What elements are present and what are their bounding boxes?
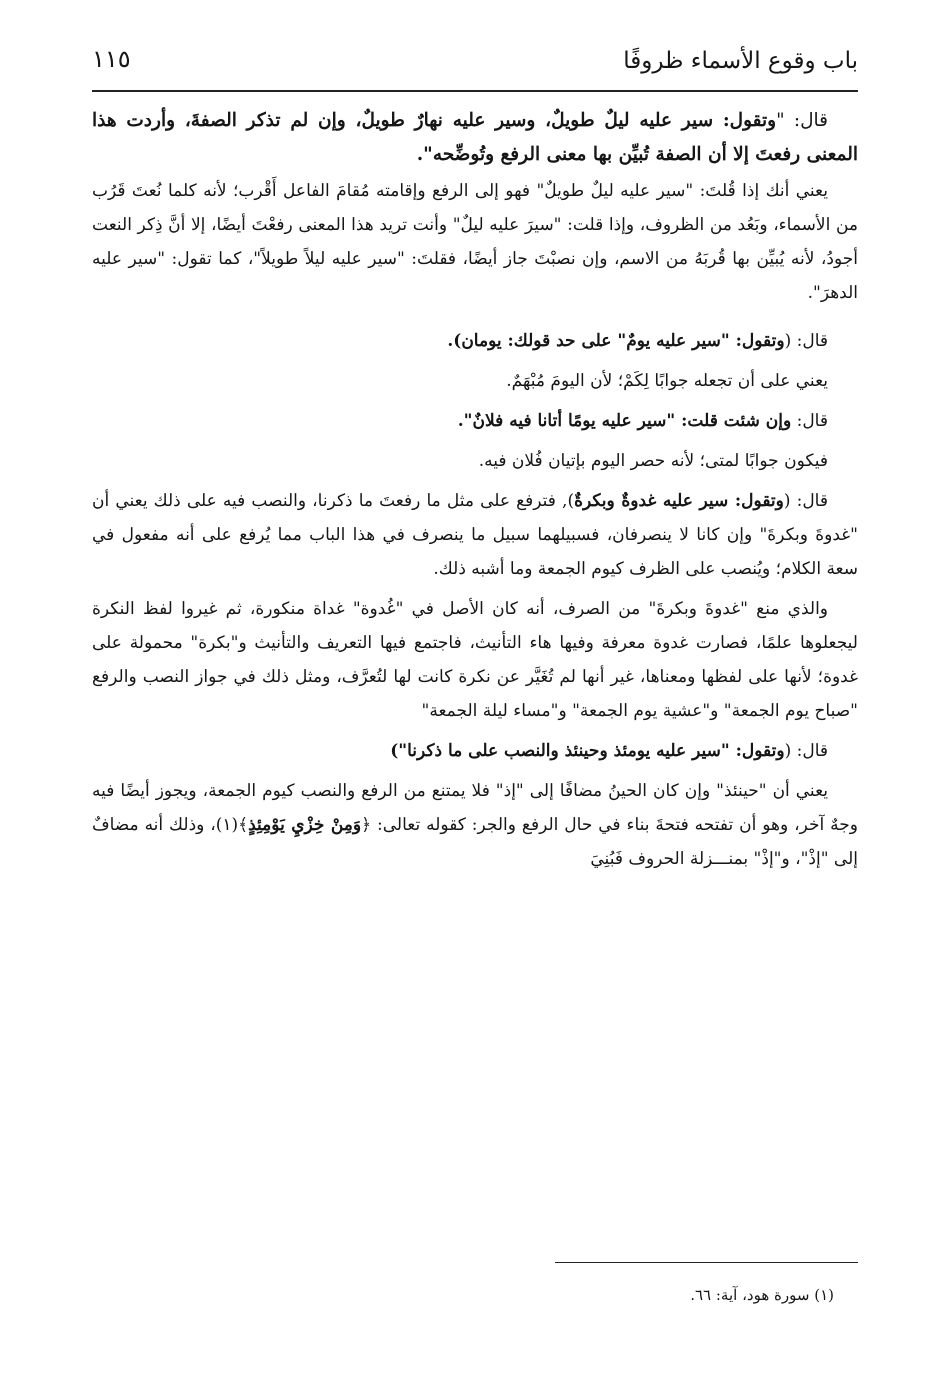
paragraph-3 [92, 324, 858, 358]
chapter-title: باب وقوع الأسماء ظروفًا [623, 48, 858, 74]
paragraph-4: يعني على أن تجعله جوابًا لِكَمْ؛ لأن اليومَ مُبْهَمٌ. [506, 371, 828, 391]
paragraph-9-quote: وتقول: "سير عليه يومئذ وحينئذ والنصب على ما ذكرنا") [390, 741, 785, 761]
paragraph-5 [92, 404, 858, 438]
paragraph-3-quote: وتقول: "سير عليه يومٌ" على حد قولك: يومان). [447, 331, 785, 351]
paragraph-10 [92, 774, 858, 876]
paragraph-1-lead: قال: " [776, 110, 829, 131]
paragraph-7-lead: قال: ( [783, 491, 828, 511]
paragraph-9 [92, 734, 858, 768]
footnote: (١) سورة هود، آية: ٦٦. [690, 1286, 834, 1304]
paragraph-1 [92, 104, 858, 172]
main-text [92, 104, 858, 876]
paragraph-9-lead: قال: ( [784, 741, 828, 761]
paragraph-7-body: ), فترفع على مثل ما رفعتَ ما ذكرنا، والنصب فيه على ذلك يعني أن "غدوةَ وبكرةَ" وإن كانا لا ينصرفان، فسبيلهما سبيل ما ينصرف في هذا الباب مما يُرفع على أنه مفعول في سعة الكلام؛ ويُنصب على الظرف كيوم الجمعة وما أشبه ذلك. [92, 491, 858, 579]
quran-quote: وَمِنْ خِزْيِ يَوْمِئِذٍ [248, 815, 362, 835]
paragraph-8: والذي منع "غدوةَ وبكرةَ" من الصرف، أنه كان الأصل في "غُدوة" غداة منكورة، ثم غيروا لفظ النكرة ليجعلوها علمًا، فصارت غدوة معرفة وفيها هاء التأنيث، فاجتمع فيها التعريف والتأنيث و"بكرة" محمولة على غدوة؛ لأنها على لفظها ومعناها، غير أنها لم تُغَيَّر عن نكرة كانت لها لتُعرَّف، ومثل ذلك في جواز النصب والرفع "صباح يوم الجمعة" و"عشية يوم الجمعة" و"مساء ليلة الجمعة" [92, 599, 858, 721]
paragraph-10-lead: يعني أن "حينئذ" وإن كان الحينُ مضافًا إلى "إذ" فلا يمتنع من الرفع والنصب كيوم الجمعة، ويجوز أيضًا فيه وجهٌ آخر، وهو أن تفتحه فتحةَ بناء في حال الرفع والجر: كقوله تعالى: ﴿ [92, 781, 858, 835]
footnote-rule [555, 1262, 858, 1263]
paragraph-2: يعني أنك إذا قُلتَ: "سير عليه ليلٌ طويلٌ" فهو إلى الرفع وإقامته مُقامَ الفاعل أَقْرب؛ لأنه كلما نُعتَ قَرُب من الأسماء، وبَعُد من الظروف، وإذا قلت: "سيرَ عليه ليلٌ" وأنت تريد هذا المعنى رفعْتَ أيضًا، إلا أنَّ ذِكر النعت أجودُ، لأنه يُبيِّن بها قُربَهُ من الاسم، وإن نصبْتَ جاز أيضًا، فقلتَ: "سير عليه ليلاً طويلاً"، كما تقول: "سير عليه الدهرَ". [92, 181, 858, 303]
paragraph-7-quote: وتقول: سير عليه غدوةٌ وبكرةٌ [574, 491, 784, 511]
paragraph-10-body: ﴾(١)، وذلك أنه مضافٌ إلى "إذْ"، و"إذْ" بمنـــزلة الحروف فَبُنِيَ [92, 815, 858, 869]
header-rule [92, 90, 858, 92]
paragraph-3-lead: قال: ( [784, 331, 828, 351]
page-number: ١١٥ [92, 45, 131, 73]
running-head [92, 40, 858, 90]
paragraph-6: فيكون جوابًا لمتى؛ لأنه حصر اليوم بإتيان فُلان فيه. [478, 451, 828, 471]
paragraph-1-quote: وتقول: سير عليه ليلٌ طويلٌ، وسير عليه نهارٌ طويلٌ، وإن لم تذكر الصفةَ، وأردت هذا المعنى رفعتَ إلا أن الصفة تُبيِّن بها معنى الرفع وتُوضِّحه". [92, 110, 858, 165]
paragraph-5-lead: قال: [791, 411, 828, 431]
paragraph-5-quote: وإن شئت قلت: "سير عليه يومًا أتانا فيه فلانٌ". [457, 411, 792, 431]
paragraph-7 [92, 484, 858, 586]
